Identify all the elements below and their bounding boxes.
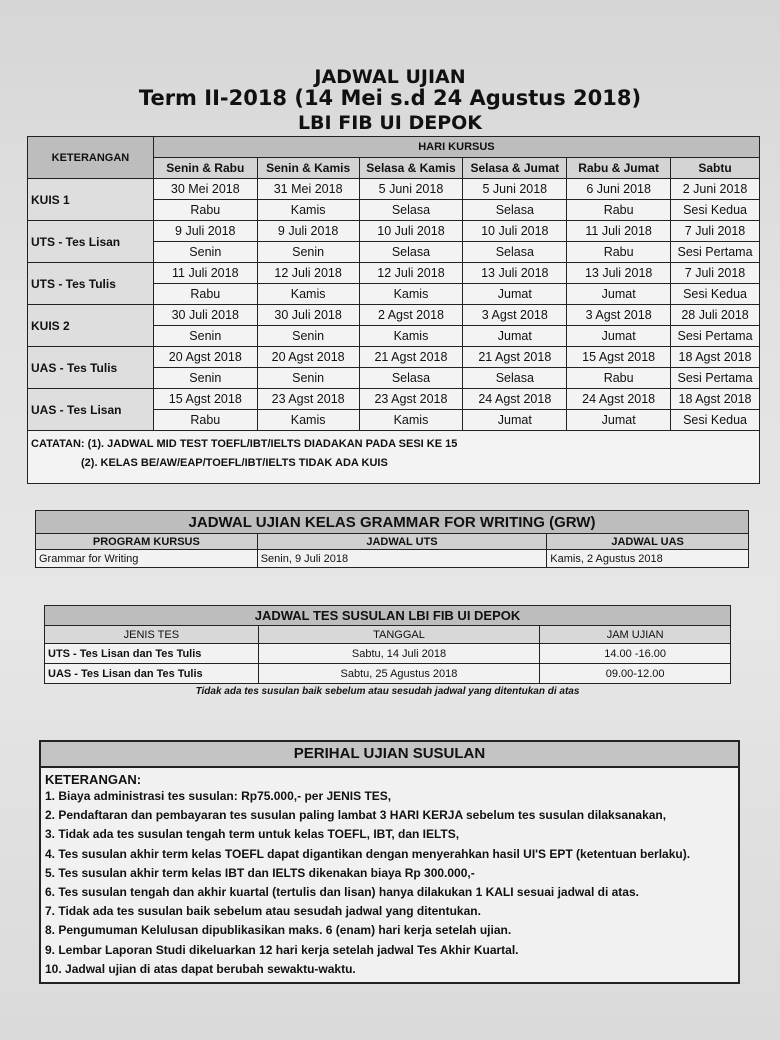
grw-program: Grammar for Writing xyxy=(36,550,258,568)
hari-kursus-header: HARI KURSUS xyxy=(153,137,759,158)
exam-date: 12 Juli 2018 xyxy=(359,263,463,284)
exam-day: Senin xyxy=(153,368,257,389)
grw-title: JADWAL UJIAN KELAS GRAMMAR FOR WRITING (GRW) xyxy=(36,511,749,534)
exam-date: 21 Agst 2018 xyxy=(359,347,463,368)
exam-date: 30 Mei 2018 xyxy=(153,179,257,200)
list-item: 3. Tidak ada tes susulan tengah term untuk kelas TOEFL, IBT, dan IELTS, xyxy=(45,827,460,842)
exam-day: Senin xyxy=(257,368,359,389)
exam-date: 20 Agst 2018 xyxy=(257,347,359,368)
exam-day: Selasa xyxy=(463,200,567,221)
exam-day: Sesi Pertama xyxy=(671,368,760,389)
exam-type-label: UAS - Tes Lisan xyxy=(28,389,154,431)
exam-day: Jumat xyxy=(567,284,671,305)
grw-header: PROGRAM KURSUS xyxy=(36,534,258,550)
exam-day: Senin xyxy=(257,242,359,263)
list-item: 7. Tidak ada tes susulan baik sebelum atau sesudah jadwal yang ditentukan. xyxy=(45,904,481,919)
table-row xyxy=(28,263,760,284)
exam-day: Jumat xyxy=(567,326,671,347)
list-item: 8. Pengumuman Kelulusan dipublikasikan maks. 6 (enam) hari kerja setelah ujian. xyxy=(45,923,512,938)
note-2: (2). KELAS BE/AW/EAP/TOEFL/IBT/IELTS TIDAK ADA KUIS xyxy=(81,457,388,469)
exam-day: Senin xyxy=(153,242,257,263)
exam-type-label: UTS - Tes Tulis xyxy=(28,263,154,305)
makeup-test-table xyxy=(44,605,731,684)
grw-schedule-table xyxy=(35,510,749,568)
makeup-title: JADWAL TES SUSULAN LBI FIB UI DEPOK xyxy=(45,606,731,626)
exam-date: 3 Agst 2018 xyxy=(463,305,567,326)
rules-label: KETERANGAN: xyxy=(45,772,142,787)
exam-day: Rabu xyxy=(153,284,257,305)
exam-day: Sesi Kedua xyxy=(671,410,760,431)
exam-day: Jumat xyxy=(463,410,567,431)
exam-day: Selasa xyxy=(359,242,463,263)
exam-day: Kamis xyxy=(257,410,359,431)
exam-date: 23 Agst 2018 xyxy=(359,389,463,410)
list-item: 2. Pendaftaran dan pembayaran tes susulan paling lambat 3 HARI KERJA sebelum tes susulan dilaksanakan, xyxy=(45,808,667,823)
exam-date: 2 Agst 2018 xyxy=(359,305,463,326)
makeup-date: Sabtu, 14 Juli 2018 xyxy=(258,644,540,664)
exam-date: 7 Juli 2018 xyxy=(671,263,760,284)
keterangan-header: KETERANGAN xyxy=(28,137,154,179)
exam-day: Senin xyxy=(153,326,257,347)
makeup-header: JENIS TES xyxy=(45,626,259,644)
exam-date: 7 Juli 2018 xyxy=(671,221,760,242)
doc-term: Term II-2018 (14 Mei s.d 24 Agustus 2018) xyxy=(138,86,642,110)
doc-title: JADWAL UJIAN xyxy=(314,66,466,88)
exam-date: 13 Juli 2018 xyxy=(567,263,671,284)
makeup-test-type: UAS - Tes Lisan dan Tes Tulis xyxy=(45,664,259,684)
exam-type-label: UTS - Tes Lisan xyxy=(28,221,154,263)
exam-date: 24 Agst 2018 xyxy=(567,389,671,410)
exam-date: 15 Agst 2018 xyxy=(567,347,671,368)
schedule-notes xyxy=(28,431,760,484)
exam-date: 11 Juli 2018 xyxy=(153,263,257,284)
table-row xyxy=(28,305,760,326)
makeup-time: 09.00-12.00 xyxy=(540,664,731,684)
exam-type-label: KUIS 2 xyxy=(28,305,154,347)
makeup-note: Tidak ada tes susulan baik sebelum atau sesudah jadwal yang ditentukan di atas xyxy=(195,686,580,697)
table-row xyxy=(45,664,731,684)
table-row xyxy=(28,389,760,410)
exam-day: Selasa xyxy=(463,242,567,263)
column-header: Sabtu xyxy=(671,158,760,179)
note-1: CATATAN: (1). JADWAL MID TEST TOEFL/IBT/IELTS DIADAKAN PADA SESI KE 15 xyxy=(31,438,458,450)
exam-type-label: KUIS 1 xyxy=(28,179,154,221)
column-header: Senin & Kamis xyxy=(257,158,359,179)
grw-uts: Senin, 9 Juli 2018 xyxy=(257,550,547,568)
exam-date: 30 Juli 2018 xyxy=(153,305,257,326)
exam-day: Kamis xyxy=(359,326,463,347)
exam-date: 11 Juli 2018 xyxy=(567,221,671,242)
exam-day: Sesi Pertama xyxy=(671,242,760,263)
exam-date: 24 Agst 2018 xyxy=(463,389,567,410)
exam-day: Kamis xyxy=(359,410,463,431)
exam-date: 20 Agst 2018 xyxy=(153,347,257,368)
exam-day: Kamis xyxy=(359,284,463,305)
exam-day: Selasa xyxy=(463,368,567,389)
exam-day: Rabu xyxy=(153,200,257,221)
table-row xyxy=(28,221,760,242)
exam-day: Jumat xyxy=(463,326,567,347)
exam-day: Jumat xyxy=(463,284,567,305)
makeup-time: 14.00 -16.00 xyxy=(540,644,731,664)
exam-date: 10 Juli 2018 xyxy=(463,221,567,242)
exam-date: 6 Juni 2018 xyxy=(567,179,671,200)
rules-title: PERIHAL UJIAN SUSULAN xyxy=(41,742,738,768)
doc-institution: LBI FIB UI DEPOK xyxy=(297,112,483,134)
grw-uas: Kamis, 2 Agustus 2018 xyxy=(547,550,749,568)
column-header: Selasa & Jumat xyxy=(463,158,567,179)
exam-date: 12 Juli 2018 xyxy=(257,263,359,284)
list-item: 5. Tes susulan akhir term kelas IBT dan IELTS dikenakan biaya Rp 300.000,- xyxy=(45,865,475,880)
exam-day: Senin xyxy=(257,326,359,347)
exam-date: 5 Juni 2018 xyxy=(463,179,567,200)
makeup-test-type: UTS - Tes Lisan dan Tes Tulis xyxy=(45,644,259,664)
list-item: 6. Tes susulan tengah dan akhir kuartal (tertulis dan lisan) hanya dilakukan 1 KALI sesuai jadwal di atas. xyxy=(45,884,639,899)
exam-day: Sesi Pertama xyxy=(671,326,760,347)
exam-schedule-table xyxy=(27,136,760,484)
exam-day: Kamis xyxy=(257,284,359,305)
exam-date: 10 Juli 2018 xyxy=(359,221,463,242)
exam-date: 13 Juli 2018 xyxy=(463,263,567,284)
exam-day: Sesi Kedua xyxy=(671,284,760,305)
list-item: 10. Jadwal ujian di atas dapat berubah sewaktu-waktu. xyxy=(45,961,356,976)
makeup-header: TANGGAL xyxy=(258,626,540,644)
exam-date: 15 Agst 2018 xyxy=(153,389,257,410)
table-row xyxy=(28,347,760,368)
exam-type-label: UAS - Tes Tulis xyxy=(28,347,154,389)
column-header: Senin & Rabu xyxy=(153,158,257,179)
list-item: 9. Lembar Laporan Studi dikeluarkan 12 hari kerja setelah jadwal Tes Akhir Kuartal. xyxy=(45,942,519,957)
exam-day: Jumat xyxy=(567,410,671,431)
makeup-date: Sabtu, 25 Agustus 2018 xyxy=(258,664,540,684)
column-header: Selasa & Kamis xyxy=(359,158,463,179)
rules-list xyxy=(41,787,738,979)
exam-day: Rabu xyxy=(567,368,671,389)
exam-day: Selasa xyxy=(359,368,463,389)
list-item: 1. Biaya administrasi tes susulan: Rp75.000,- per JENIS TES, xyxy=(45,789,392,803)
exam-date: 28 Juli 2018 xyxy=(671,305,760,326)
exam-day: Sesi Kedua xyxy=(671,200,760,221)
table-row xyxy=(45,644,731,664)
makeup-header: JAM UJIAN xyxy=(540,626,731,644)
grw-header: JADWAL UAS xyxy=(547,534,749,550)
exam-date: 2 Juni 2018 xyxy=(671,179,760,200)
makeup-rules-box xyxy=(39,740,740,984)
exam-date: 30 Juli 2018 xyxy=(257,305,359,326)
column-header: Rabu & Jumat xyxy=(567,158,671,179)
exam-day: Selasa xyxy=(359,200,463,221)
exam-date: 23 Agst 2018 xyxy=(257,389,359,410)
exam-day: Rabu xyxy=(567,242,671,263)
exam-date: 3 Agst 2018 xyxy=(567,305,671,326)
exam-date: 5 Juni 2018 xyxy=(359,179,463,200)
exam-date: 9 Juli 2018 xyxy=(257,221,359,242)
exam-date: 18 Agst 2018 xyxy=(671,389,760,410)
exam-date: 21 Agst 2018 xyxy=(463,347,567,368)
list-item: 4. Tes susulan akhir term kelas TOEFL dapat digantikan dengan menyerahkan hasil UI'S EPT (ketentuan berlaku). xyxy=(45,846,691,861)
exam-date: 31 Mei 2018 xyxy=(257,179,359,200)
exam-day: Kamis xyxy=(257,200,359,221)
exam-date: 9 Juli 2018 xyxy=(153,221,257,242)
table-row xyxy=(36,550,749,568)
exam-date: 18 Agst 2018 xyxy=(671,347,760,368)
table-row xyxy=(28,179,760,200)
exam-day: Rabu xyxy=(567,200,671,221)
grw-header: JADWAL UTS xyxy=(257,534,547,550)
exam-day: Rabu xyxy=(153,410,257,431)
